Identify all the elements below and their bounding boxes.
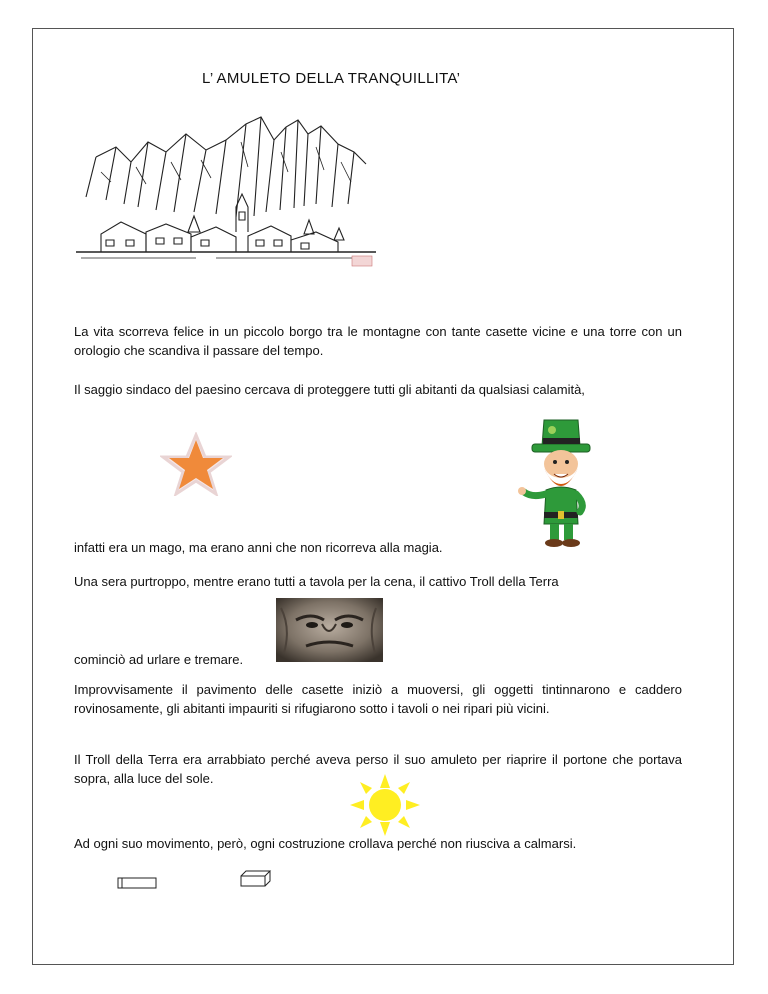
paragraph-1: La vita scorreva felice in un piccolo borgo tra le montagne con tante casette vicine e una torre con un orologio che scandiva il passare del tempo. — [74, 324, 682, 358]
box-shape-right — [240, 870, 272, 888]
paragraph-3: infatti era un mago, ma erano anni che non ricorreva alla magia. — [74, 540, 443, 555]
sun-icon — [350, 774, 420, 836]
paragraph-8: Ad ogni suo movimento, però, ogni costruzione crollava perché non riusciva a calmarsi. — [74, 836, 577, 851]
troll-face-image — [276, 598, 383, 662]
paragraph-7: Il Troll della Terra era arrabbiato perché aveva perso il suo amuleto per riaprire il portone che portava sopra, alla luce del sole. — [74, 752, 682, 786]
paragraph-6: Improvvisamente il pavimento delle casette iniziò a muoversi, gli oggetti tintinnarono e caddero rovinosamente, gli abitanti impauriti si rifugiarono sotto i tavoli o nei ripari più vicini. — [74, 682, 682, 716]
page-title: L’ AMULETO DELLA TRANQUILLITA’ — [202, 70, 461, 87]
leprechaun-illustration — [516, 412, 606, 552]
paragraph-5: cominciò ad urlare e tremare. — [74, 652, 244, 667]
star-icon — [160, 432, 232, 496]
box-shape-left — [117, 876, 159, 890]
mountain-village-illustration — [76, 112, 378, 272]
paragraph-4: Una sera purtroppo, mentre erano tutti a tavola per la cena, il cattivo Troll della Terra — [74, 574, 559, 589]
paragraph-2: Il saggio sindaco del paesino cercava di proteggere tutti gli abitanti da qualsiasi calamità, — [74, 382, 585, 397]
